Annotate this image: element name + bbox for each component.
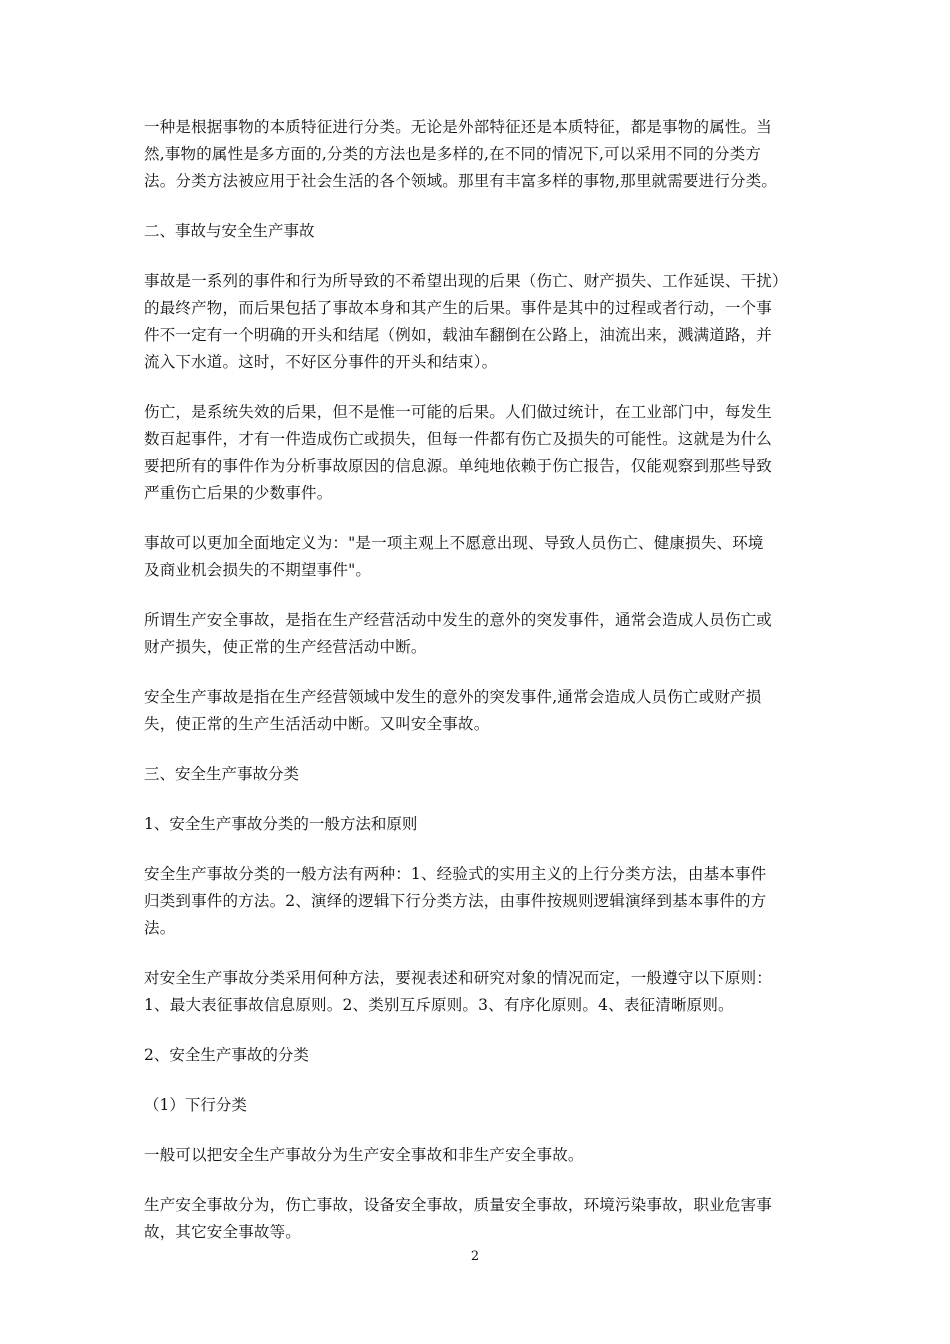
- subsection-heading-categories: [144, 1042, 810, 1069]
- paragraph-principles: [144, 965, 810, 1019]
- paragraph-accident-definition: [144, 268, 810, 376]
- paragraph-production-safety-accident: [144, 607, 810, 661]
- text-line: 财产损失，使正常的生产经营活动中断。: [144, 638, 427, 656]
- subsection-heading-methods: [144, 811, 810, 838]
- text-line: 严重伤亡后果的少数事件。: [144, 484, 333, 502]
- heading-text: 1、安全生产事故分类的一般方法和原则: [144, 815, 418, 833]
- text-line: 事故可以更加全面地定义为："是一项主观上不愿意出现、导致人员伤亡、健康损失、环境: [144, 534, 764, 552]
- paragraph-casualties: [144, 399, 810, 507]
- paragraph-classification-intro: [144, 114, 810, 195]
- text-line: 数百起事件，才有一件造成伤亡或损失，但每一件都有伤亡及损失的可能性。这就是为什么: [144, 430, 773, 448]
- text-line: 件不一定有一个明确的开头和结尾（例如，载油车翻倒在公路上，油流出来，溅满道路，并: [144, 326, 773, 344]
- text-line: 伤亡，是系统失效的后果，但不是惟一可能的后果。人们做过统计，在工业部门中，每发生: [144, 403, 773, 421]
- text-line: 法。分类方法被应用于社会生活的各个领域。那里有丰富多样的事物,那里就需要进行分类。: [144, 172, 778, 190]
- text-line: 事故是一系列的事件和行为所导致的不希望出现的后果（伤亡、财产损失、工作延误、干扰）: [144, 272, 788, 290]
- heading-text: 2、安全生产事故的分类: [144, 1046, 309, 1064]
- paragraph-general-methods: [144, 861, 810, 942]
- paragraph-comprehensive-definition: [144, 530, 810, 584]
- heading-text: （1）下行分类: [144, 1096, 247, 1114]
- text-line: 故，其它安全事故等。: [144, 1223, 302, 1241]
- text-line: 安全生产事故分类的一般方法有两种：1、经验式的实用主义的上行分类方法，由基本事件: [144, 865, 767, 883]
- text-line: 安全生产事故是指在生产经营领域中发生的意外的突发事件,通常会造成人员伤亡或财产损: [144, 688, 762, 706]
- text-line: 一种是根据事物的本质特征进行分类。无论是外部特征还是本质特征，都是事物的属性。当: [144, 118, 773, 136]
- page-number: 2: [470, 1249, 480, 1264]
- text-line: 1、最大表征事故信息原则。2、类别互斥原则。3、有序化原则。4、表征清晰原则。: [144, 996, 734, 1014]
- section-heading-classification: [144, 761, 810, 788]
- heading-text: 二、事故与安全生产事故: [144, 222, 315, 240]
- text-line: 所谓生产安全事故，是指在生产经营活动中发生的意外的突发事件，通常会造成人员伤亡或: [144, 611, 773, 629]
- text-line: 及商业机会损失的不期望事件"。: [144, 561, 372, 579]
- heading-text: 三、安全生产事故分类: [144, 765, 300, 783]
- text-line: 要把所有的事件作为分析事故原因的信息源。单纯地依赖于伤亡报告，仅能观察到那些导致: [144, 457, 773, 475]
- text-line: 失，使正常的生产生活活动中断。又叫安全事故。: [144, 715, 490, 733]
- text-line: 对安全生产事故分类采用何种方法，要视表述和研究对象的情况而定，一般遵守以下原则：: [144, 969, 773, 987]
- text-line: 流入下水道。这时，不好区分事件的开头和结束）。: [144, 353, 498, 371]
- paragraph-safety-production-accident: [144, 684, 810, 738]
- text-line: 生产安全事故分为，伤亡事故，设备安全事故，质量安全事故，环境污染事故，职业危害事: [144, 1196, 773, 1214]
- text-line: 的最终产物，而后果包括了事故本身和其产生的后果。事件是其中的过程或者行动，一个事: [144, 299, 773, 317]
- text-line: 归类到事件的方法。2、演绎的逻辑下行分类方法，由事件按规则逻辑演绎到基本事件的方: [144, 892, 767, 910]
- subsection-heading-downward: [144, 1092, 810, 1119]
- document-body: [144, 114, 810, 1269]
- paragraph-accident-types: [144, 1192, 810, 1246]
- paragraph-two-categories: [144, 1142, 810, 1169]
- text-line: 然,事物的属性是多方面的,分类的方法也是多样的,在不同的情况下,可以采用不同的分类方: [144, 145, 762, 163]
- text-line: 法。: [144, 919, 176, 937]
- section-heading-accidents: [144, 218, 810, 245]
- text-line: 一般可以把安全生产事故分为生产安全事故和非生产安全事故。: [144, 1146, 584, 1164]
